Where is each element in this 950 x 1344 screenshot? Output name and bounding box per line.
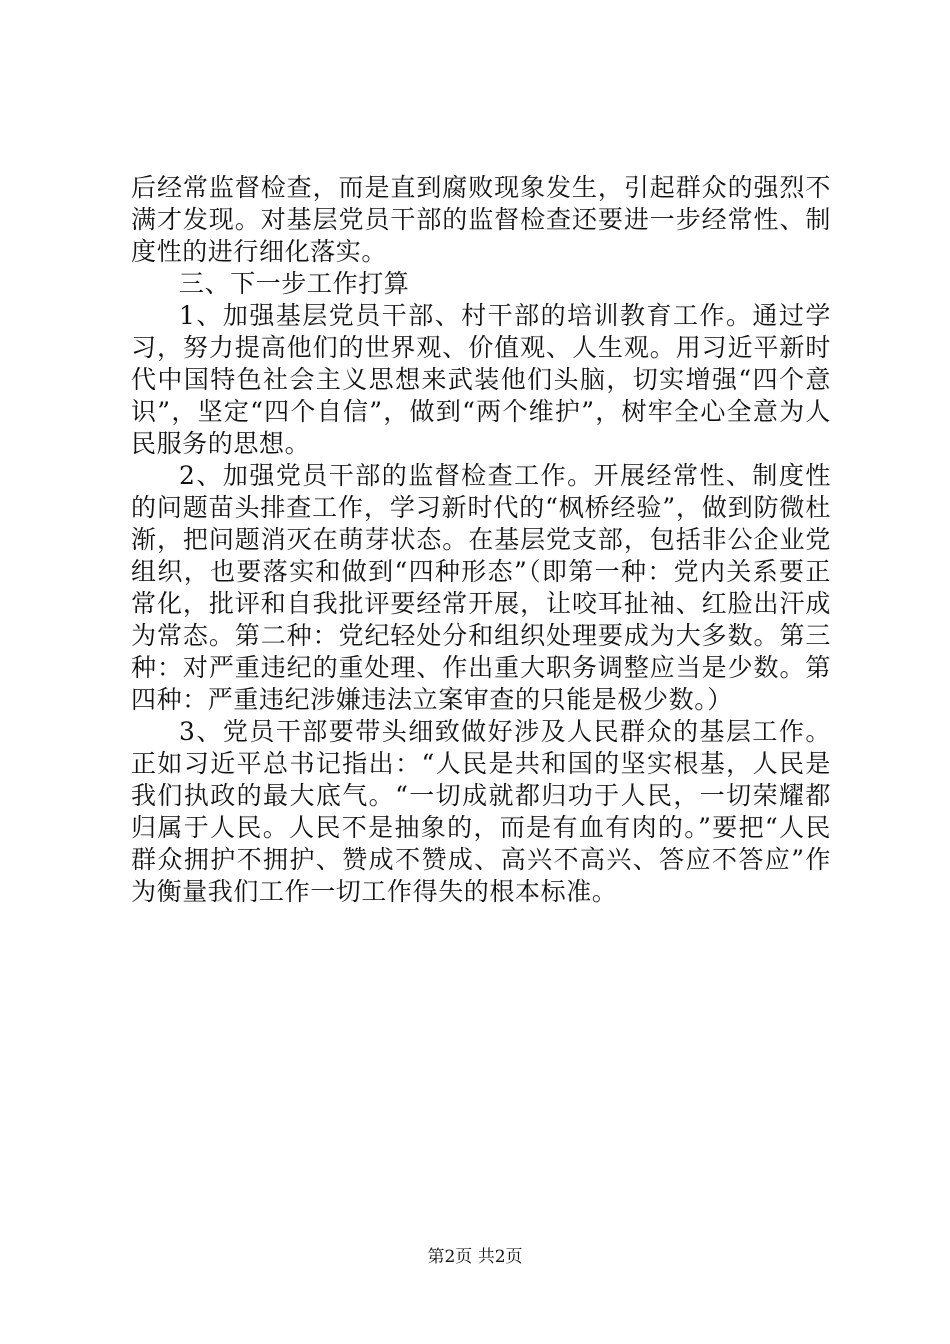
paragraph-item-2: 2、加强党员干部的监督检查工作。开展经常性、制度性的问题苗头排查工作，学习新时代的“枫桥经验”，做到防微杜渐，把问题消灭在萌芽状态。在基层党支部，包括非公企业党组织，也要落实和做到“四种形态”（即第一种：党内关系要正常化，批评和自我批评要经常开展，让咬耳扯袖、红脸出汗成为常态。第二种：党纪轻处分和组织处理要成为大多数。第三种：对严重违纪的重处理、作出重大职务调整应当是少数。第四种：严重违纪涉嫌违法立案审查的只能是极少数。） [131,461,831,714]
paragraph-item-3: 3、党员干部要带头细致做好涉及人民群众的基层工作。正如习近平总书记指出：“人民是共和国的坚实根基，人民是我们执政的最大底气。“一切成就都归功于人民，一切荣耀都归属于人民。人民不是抽象的，而是有血有肉的。”要把“人民群众拥护不拥护、赞成不赞成、高兴不高兴、答应不答应”作为衡量我们工作一切工作得失的根本标准。 [131,717,831,906]
paragraph-continuation: 后经常监督检查，而是直到腐败现象发生，引起群众的强烈不满才发现。对基层党员干部的监督检查还要进一步经常性、制度性的进行细化落实。 [131,173,831,266]
document-body [131,172,831,908]
section-heading: 三、下一步工作打算 [179,269,410,298]
paragraph-item-1: 1、加强基层党员干部、村干部的培训教育工作。通过学习，努力提高他们的世界观、价值观、人生观。用习近平新时代中国特色社会主义思想来武装他们头脑，切实增强“四个意识”，坚定“四个自信”，做到“两个维护”，树牢全心全意为人民服务的思想。 [131,301,831,458]
page-footer: 第2页 共2页 [427,1247,523,1267]
